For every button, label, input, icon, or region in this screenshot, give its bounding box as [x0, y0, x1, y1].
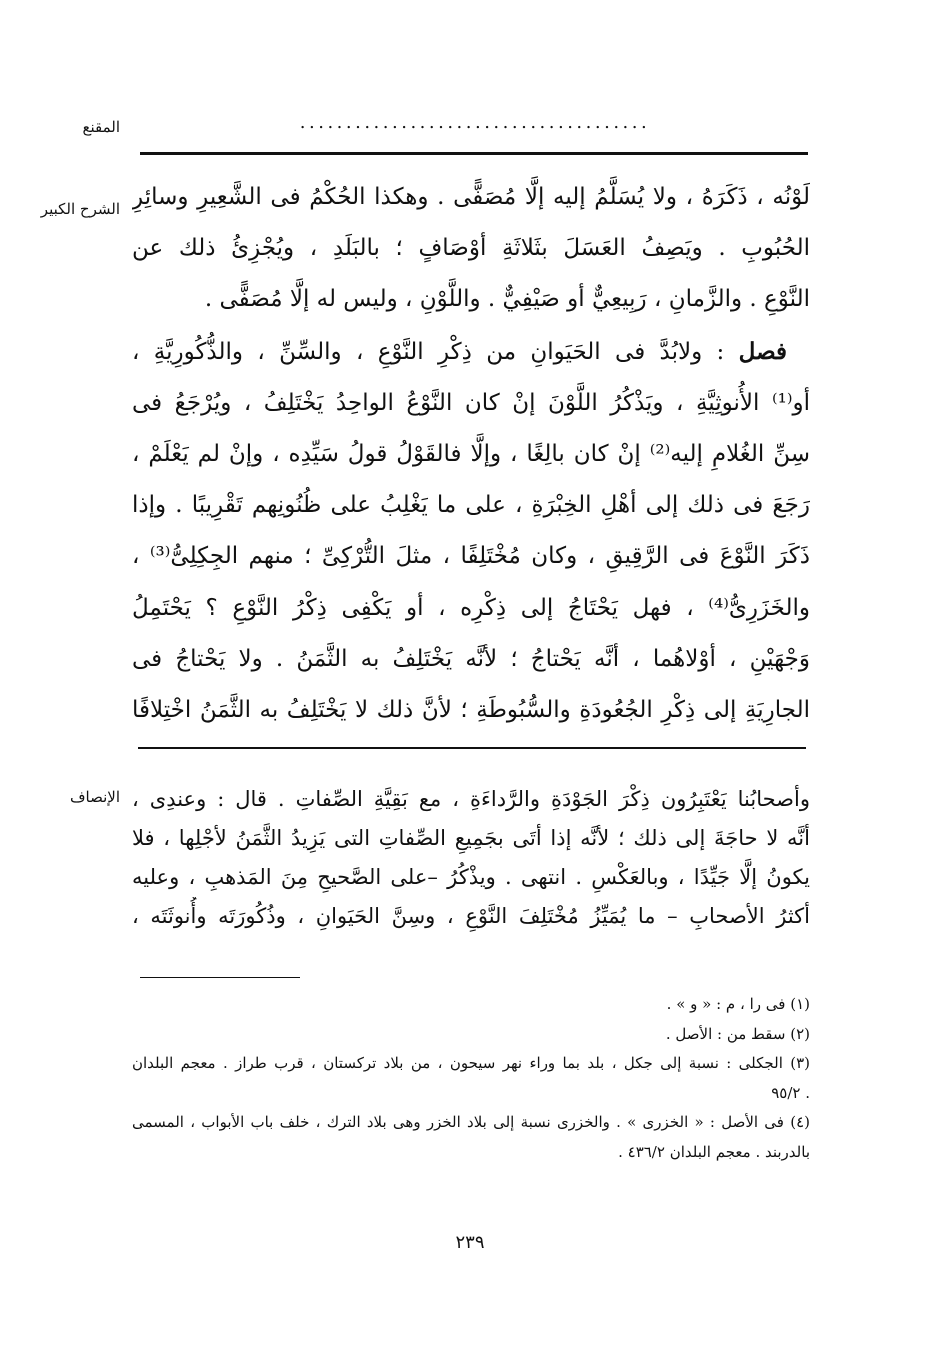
running-title: المقنع — [82, 118, 120, 136]
section-divider — [138, 747, 806, 749]
header-dotted-leader: ...................................... — [299, 112, 651, 133]
text-line: أو⁽¹⁾ الأُنوثِيَّةِ ، ويَذْكُرُ اللَّوْنَ إنْ كان النَّوْعُ الواحِدُ يَخْتَلِفُ ، ويُرْجَعُ فى — [132, 389, 810, 416]
footnote: (٤) فى الأصل : « الخزرى » . والخزرى نسبة إلى بلاد الخزر وهى بلاد الترك ، خلف باب الأبواب ، المسمى — [132, 1113, 810, 1131]
section-label-sharh: الشرح الكبير — [40, 200, 120, 218]
text-line: أكثرُ الأصحابِ – ما يُمَيِّزُ مُخْتَلِفَ النَّوْعِ ، وسِنَّ الحَيَوانِ ، وذُكُورَتَه وأُنوثَتَه ، — [132, 904, 810, 928]
text-line: ذَكَرَ النَّوْعَ فى الرَّقِيقِ ، وكان مُخْتَلِفًا ، مثلَ التُّرْكِىِّ ؛ منهم الجِكِلِىُّ⁽³⁾ ، — [132, 543, 810, 570]
text-line: رَجَعَ فى ذلك إلى أهْلِ الخِبْرَةِ ، على ما يَغْلِبُ على ظُنُونِهم تَقْرِيبًا . وإذا — [132, 492, 810, 519]
text-line: والخَزَرِىُّ⁽⁴⁾ ، فهل يَحْتَاجُ إلى ذِكْرِه ، أو يَكْفِى ذِكْرُ النَّوْعِ ؟ يَحْتَمِلُ — [132, 594, 810, 621]
text-line: سِنِّ الغُلامِ إليه⁽²⁾ إنْ كان بالِغًا ، وإلَّا فالقَوْلُ قولُ سَيِّدِه ، وإنْ لم يَعْلَمْ ، — [132, 441, 810, 468]
text-line: أنَّه لا حاجَةَ إلى ذلك ؛ لأنَّه إذا أتَى بجَمِيعِ الصِّفاتِ التى يَزِيدُ الثَّمَنُ لأجْلِها ، فلا — [132, 826, 810, 850]
section-label-insaf: الإنصاف — [69, 788, 120, 806]
footnote: (٢) سقط من : الأصل . — [665, 1024, 810, 1043]
text-line: الجارِيَةِ إلى ذِكْرِ الجُعُودَةِ والسُّبُوطَةِ ؛ لأنَّ ذلك لا يَخْتَلِفُ به الثَّمَنُ اخْتِلافًا — [132, 697, 810, 724]
fasl-first-line — [132, 326, 810, 378]
text-line: النَّوْعِ . والزَّمانِ ، رَبِيعِيٌّ أو صَيْفِيٌّ . واللَّوْنِ ، وليس له إلَّا مُصَفًّى . — [204, 286, 810, 313]
footnote: (١) فى را ، م : « و » . — [666, 995, 810, 1013]
text-line: الحُبُوبِ . ويَصِفُ العَسَلَ بثَلاثَةِ أوْصَافٍ ؛ بالبَلَدِ ، ويُجْزِئُ ذلك عن — [132, 235, 810, 262]
footnotes — [132, 990, 810, 1167]
sharh-text-block — [132, 172, 810, 736]
footnote: (٣) الجكلى : نسبة إلى جكل ، بلد بما وراء نهر سيحون ، من بلاد تركستان ، قرب طراز . معجم البلدان — [132, 1054, 810, 1072]
footnote-continuation: بالدربند . معجم البلدان ٤٣٦/٢ . — [618, 1142, 810, 1161]
fasl-heading: فصل — [738, 337, 788, 365]
header-rule — [140, 152, 808, 155]
fasl-line-text: : ولابُدَّ فى الحَيَوانِ من ذِكْرِ النَّوْعِ ، والسِّنِّ ، والذُّكُورِيَّةِ ، — [132, 338, 725, 365]
text-line: لَوْنُه ، ذَكَرَهُ ، ولا يُسَلَّمُ إليه إلَّا مُصَفًّى . وهكذا الحُكْمُ فى الشَّعِيرِ وسائِرِ — [132, 184, 810, 210]
page-number: ٢٣٩ — [455, 1232, 485, 1253]
footnote-rule — [140, 977, 300, 978]
text-line: وأصحابُنا يَعْتَبِرُون ذِكْرَ الجَوْدَةِ والرَّداءَةِ ، مع بَقِيَّةِ الصِّفاتِ . قال : وعندِى ، — [132, 787, 810, 811]
text-line: وَجْهَيْنِ ، أوْلاهُما ، أنَّه يَحْتاجُ ؛ لأنَّه يَخْتَلِفُ به الثَّمَنُ . ولا يَحْتاجُ فى — [132, 645, 810, 672]
insaf-text-block — [132, 780, 810, 936]
footnote-continuation: . ٩٥/٢ — [771, 1083, 810, 1102]
text-line: يكونُ إلَّا جَيِّدًا ، وبالعَكْسِ . انتهى . ويذْكُرُ –على الصَّحيحِ مِنَ المَذهبِ ، وعليه — [132, 865, 810, 889]
